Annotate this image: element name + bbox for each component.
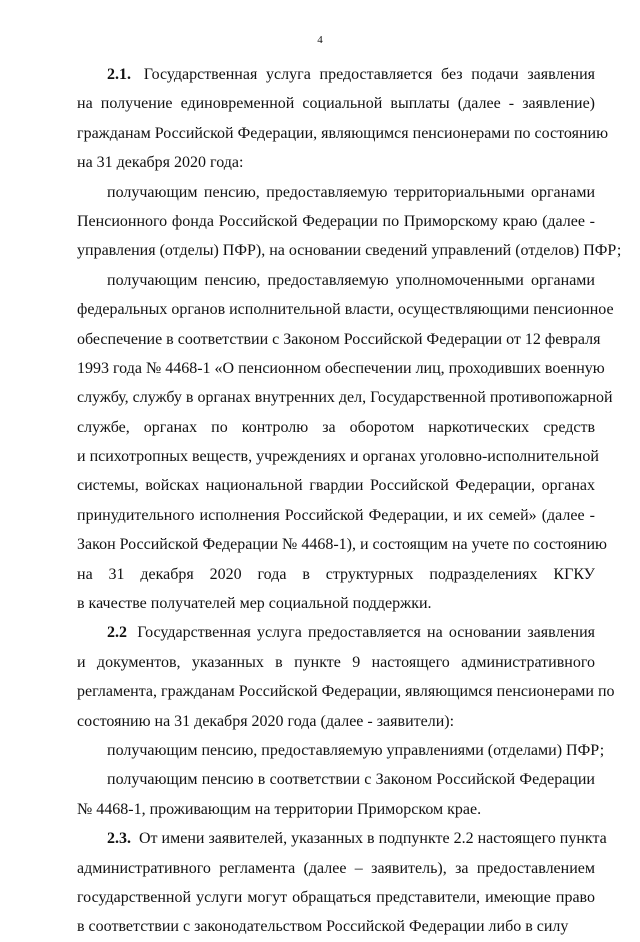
line-text: Государственная услуга предоставляется без подачи заявления: [143, 66, 596, 83]
line-text: на 31 декабря 2020 года в структурных подразделениях КГКУ: [77, 565, 595, 583]
text-line: [77, 354, 605, 383]
paragraph: [77, 824, 607, 942]
text-line: [77, 442, 599, 471]
line-text: государственной услуги могут обращаться представители, имеющие право: [77, 888, 595, 906]
line-text: в качестве получателей мер социальной поддержки.: [77, 595, 432, 613]
text-line: [77, 501, 595, 530]
text-line: [77, 60, 595, 89]
line-text: административного регламента (далее – заявитель), за предоставлением: [77, 859, 595, 877]
text-line: [77, 413, 595, 442]
line-text: и психотропных веществ, учреждениях и органах уголовно-исполнительной: [77, 448, 599, 466]
text-line: [77, 589, 595, 618]
text-line: [77, 618, 595, 647]
clause-number: 2.2: [107, 624, 127, 642]
line-text: регламента, гражданам Российской Федерации, являющимся пенсионерами по: [77, 683, 615, 701]
text-line: [77, 207, 595, 236]
text-line: [77, 119, 609, 148]
line-text: на получение единовременной социальной выплаты (далее - заявление): [77, 95, 595, 113]
line-text: Государственная услуга предоставляется на основании заявления: [137, 624, 596, 642]
line-text: службу, службу в органах внутренних дел, Государственной противопожарной: [77, 389, 613, 407]
line-text: и документов, указанных в пункте 9 настоящего административного: [77, 653, 595, 671]
line-text: управления (отделы) ПФР), на основании сведений управлений (отделов) ПФР;: [77, 242, 622, 260]
line-text: От имени заявителей, указанных в подпункте 2.2 настоящего пункта: [139, 830, 607, 848]
paragraph: [77, 60, 609, 178]
text-line: [77, 648, 595, 677]
line-text: принудительного исполнения Российской Федерации, и их семей» (далее -: [77, 506, 595, 524]
line-text: федеральных органов исполнительной власти, осуществляющими пенсионное: [77, 301, 614, 319]
line-text: Закон Российской Федерации № 4468-1), и состоящим на учете по состоянию: [77, 536, 607, 554]
line-text: в соответствии с законодательством Российской Федерации либо в силу: [77, 918, 569, 936]
line-text: 1993 года № 4468-1 «О пенсионном обеспечении лиц, проходивших военную: [77, 359, 605, 377]
clause-number: 2.1.: [107, 66, 131, 83]
line-text: службе, органах по контролю за оборотом наркотических средств: [77, 418, 595, 436]
line-text: получающим пенсию, предоставляемую уполномоченными органами: [107, 271, 595, 289]
text-line: [77, 530, 607, 559]
text-line: [77, 471, 595, 500]
text-line: [77, 795, 595, 824]
line-text: обеспечение в соответствии с Законом Российской Федерации от 12 февраля: [77, 330, 601, 348]
clause-number: 2.3.: [107, 830, 131, 848]
text-line: [77, 912, 595, 941]
text-line: [77, 824, 607, 853]
text-line: [77, 707, 595, 736]
text-line: [77, 89, 595, 118]
text-line: [77, 148, 595, 177]
page-number: 4: [317, 34, 323, 46]
text-line: [77, 383, 613, 412]
text-line: [77, 325, 601, 354]
line-text: Пенсионного фонда Российской Федерации по Приморскому краю (далее -: [77, 212, 595, 230]
paragraph: [77, 618, 615, 736]
text-line: [77, 236, 622, 265]
text-line: [77, 736, 605, 765]
text-line: [77, 854, 595, 883]
text-line: [77, 295, 614, 324]
line-text: системы, войсках национальной гвардии Российской Федерации, органах: [77, 477, 595, 495]
line-text: получающим пенсию, предоставляемую территориальными органами: [107, 183, 595, 201]
line-text: гражданам Российской Федерации, являющимся пенсионерами по состоянию: [77, 124, 609, 142]
line-text: на 31 декабря 2020 года:: [77, 154, 244, 172]
paragraph: [77, 178, 622, 266]
text-line: [77, 178, 595, 207]
paragraph: [77, 765, 595, 824]
line-text: состоянию на 31 декабря 2020 года (далее - заявители):: [77, 712, 455, 730]
paragraph: [77, 736, 605, 765]
text-line: [77, 765, 595, 794]
paragraph: [77, 266, 614, 619]
line-text: получающим пенсию, предоставляемую управлениями (отделами) ПФР;: [107, 741, 605, 759]
document-body: [77, 60, 622, 942]
text-line: [77, 560, 595, 589]
text-line: [77, 266, 595, 295]
line-text: получающим пенсию в соответствии с Законом Российской Федерации: [107, 771, 595, 789]
line-text: № 4468-1, проживающим на территории Приморском крае.: [77, 800, 482, 818]
text-line: [77, 883, 595, 912]
text-line: [77, 677, 615, 706]
